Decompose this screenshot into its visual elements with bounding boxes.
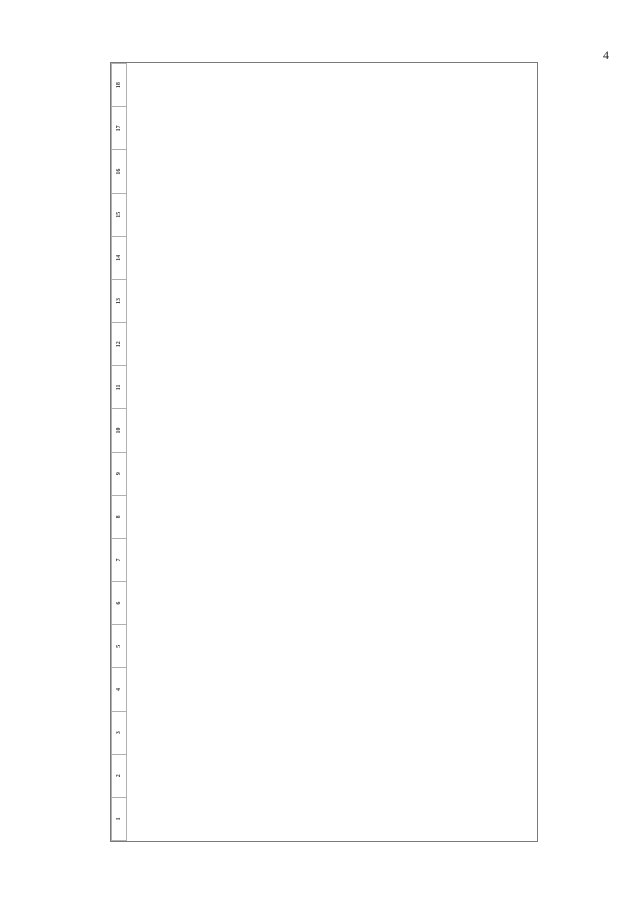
- header-cell: 7: [112, 538, 127, 581]
- table-header-row: [112, 64, 127, 841]
- header-cell: 8: [112, 495, 127, 538]
- header-cell: 3: [112, 711, 127, 754]
- header-cell: 10: [112, 409, 127, 452]
- header-cell: 9: [112, 452, 127, 495]
- header-cell: 2: [112, 754, 127, 797]
- page-number: 4: [603, 48, 609, 62]
- header-cell: 4: [112, 668, 127, 711]
- header-cell: 5: [112, 625, 127, 668]
- header-cell: 6: [112, 582, 127, 625]
- header-cell: 15: [112, 193, 127, 236]
- header-cell: 12: [112, 323, 127, 366]
- header-cell: 14: [112, 236, 127, 279]
- header-cell: 17: [112, 107, 127, 150]
- header-cell: 18: [112, 64, 127, 107]
- header-cell: 1: [112, 797, 127, 840]
- housing-table: [111, 63, 127, 841]
- header-cell: 11: [112, 366, 127, 409]
- header-cell: 13: [112, 279, 127, 322]
- rotated-housing-table: [110, 62, 538, 842]
- header-cell: 16: [112, 150, 127, 193]
